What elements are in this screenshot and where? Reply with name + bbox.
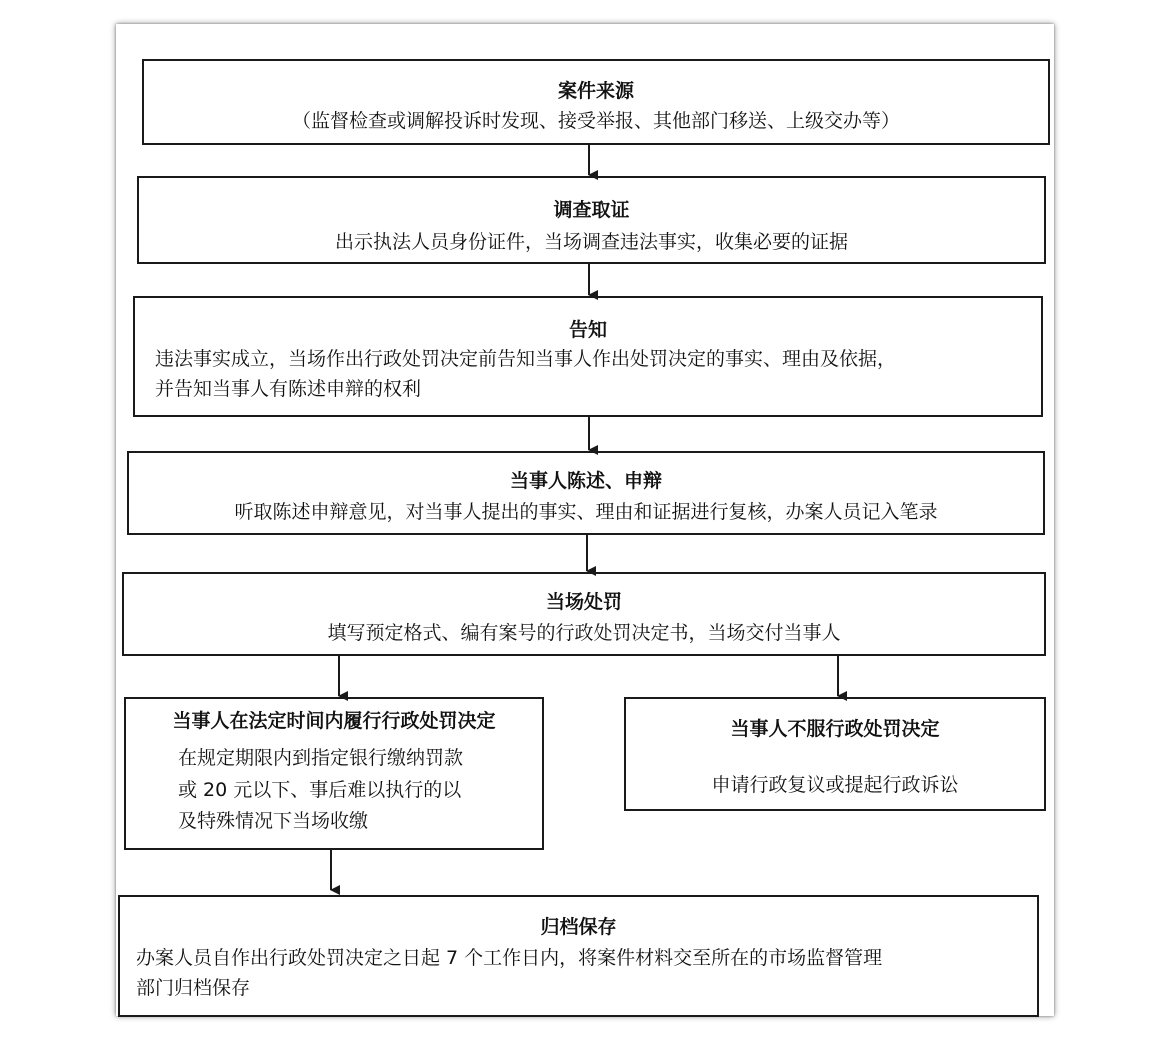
step-investigation-text: 出示执法人员身份证件，当场调查违法事实，收集必要的证据: [334, 231, 848, 253]
step-archive-line1: 办案人员自作出行政处罚决定之日起 7 个工作日内，将案件材料交至所在的市场监督管理: [136, 947, 883, 969]
step-notification: [133, 296, 1043, 417]
step-investigation-title: 调查取证: [553, 199, 630, 221]
step-notification-line1: 违法事实成立，当场作出行政处罚决定前告知当事人作出处罚决定的事实、理由及依据，: [155, 348, 897, 370]
step-notification-title: 告知: [568, 319, 607, 341]
step-statement-defense: [127, 451, 1045, 535]
step-comply-penalty: [124, 697, 544, 850]
step-dispute-penalty-text: 申请行政复议或提起行政诉讼: [711, 774, 959, 796]
step-case-source-title: 案件来源: [557, 80, 634, 102]
step-notification-line2: 并告知当事人有陈述申辩的权利: [155, 378, 422, 400]
step-comply-penalty-line3: 及特殊情况下当场收缴: [178, 810, 369, 832]
step-archive-line2: 部门归档保存: [136, 977, 251, 999]
step-dispute-penalty: [624, 697, 1046, 811]
step-statement-defense-text: 听取陈述申辩意见，对当事人提出的事实、理由和证据进行复核，办案人员记入笔录: [234, 501, 938, 523]
step-statement-defense-title: 当事人陈述、申辩: [509, 470, 662, 492]
step-comply-penalty-line1: 在规定期限内到指定银行缴纳罚款: [178, 747, 464, 769]
step-case-source-text: （监督检查或调解投诉时发现、接受举报、其他部门移送、上级交办等）: [291, 110, 900, 132]
step-archive-title: 归档保存: [540, 916, 617, 938]
step-comply-penalty-title: 当事人在法定时间内履行行政处罚决定: [172, 710, 496, 732]
step-on-site-penalty-title: 当场处罚: [545, 591, 622, 613]
step-archive: [118, 895, 1039, 1017]
step-comply-penalty-line2: 或 20 元以下、事后难以执行的以: [178, 779, 462, 801]
step-on-site-penalty-text: 填写预定格式、编有案号的行政处罚决定书，当场交付当事人: [327, 622, 841, 644]
step-investigation: [137, 176, 1046, 264]
step-dispute-penalty-title: 当事人不服行政处罚决定: [730, 718, 940, 740]
step-case-source: [142, 59, 1050, 145]
step-on-site-penalty: [122, 572, 1046, 656]
